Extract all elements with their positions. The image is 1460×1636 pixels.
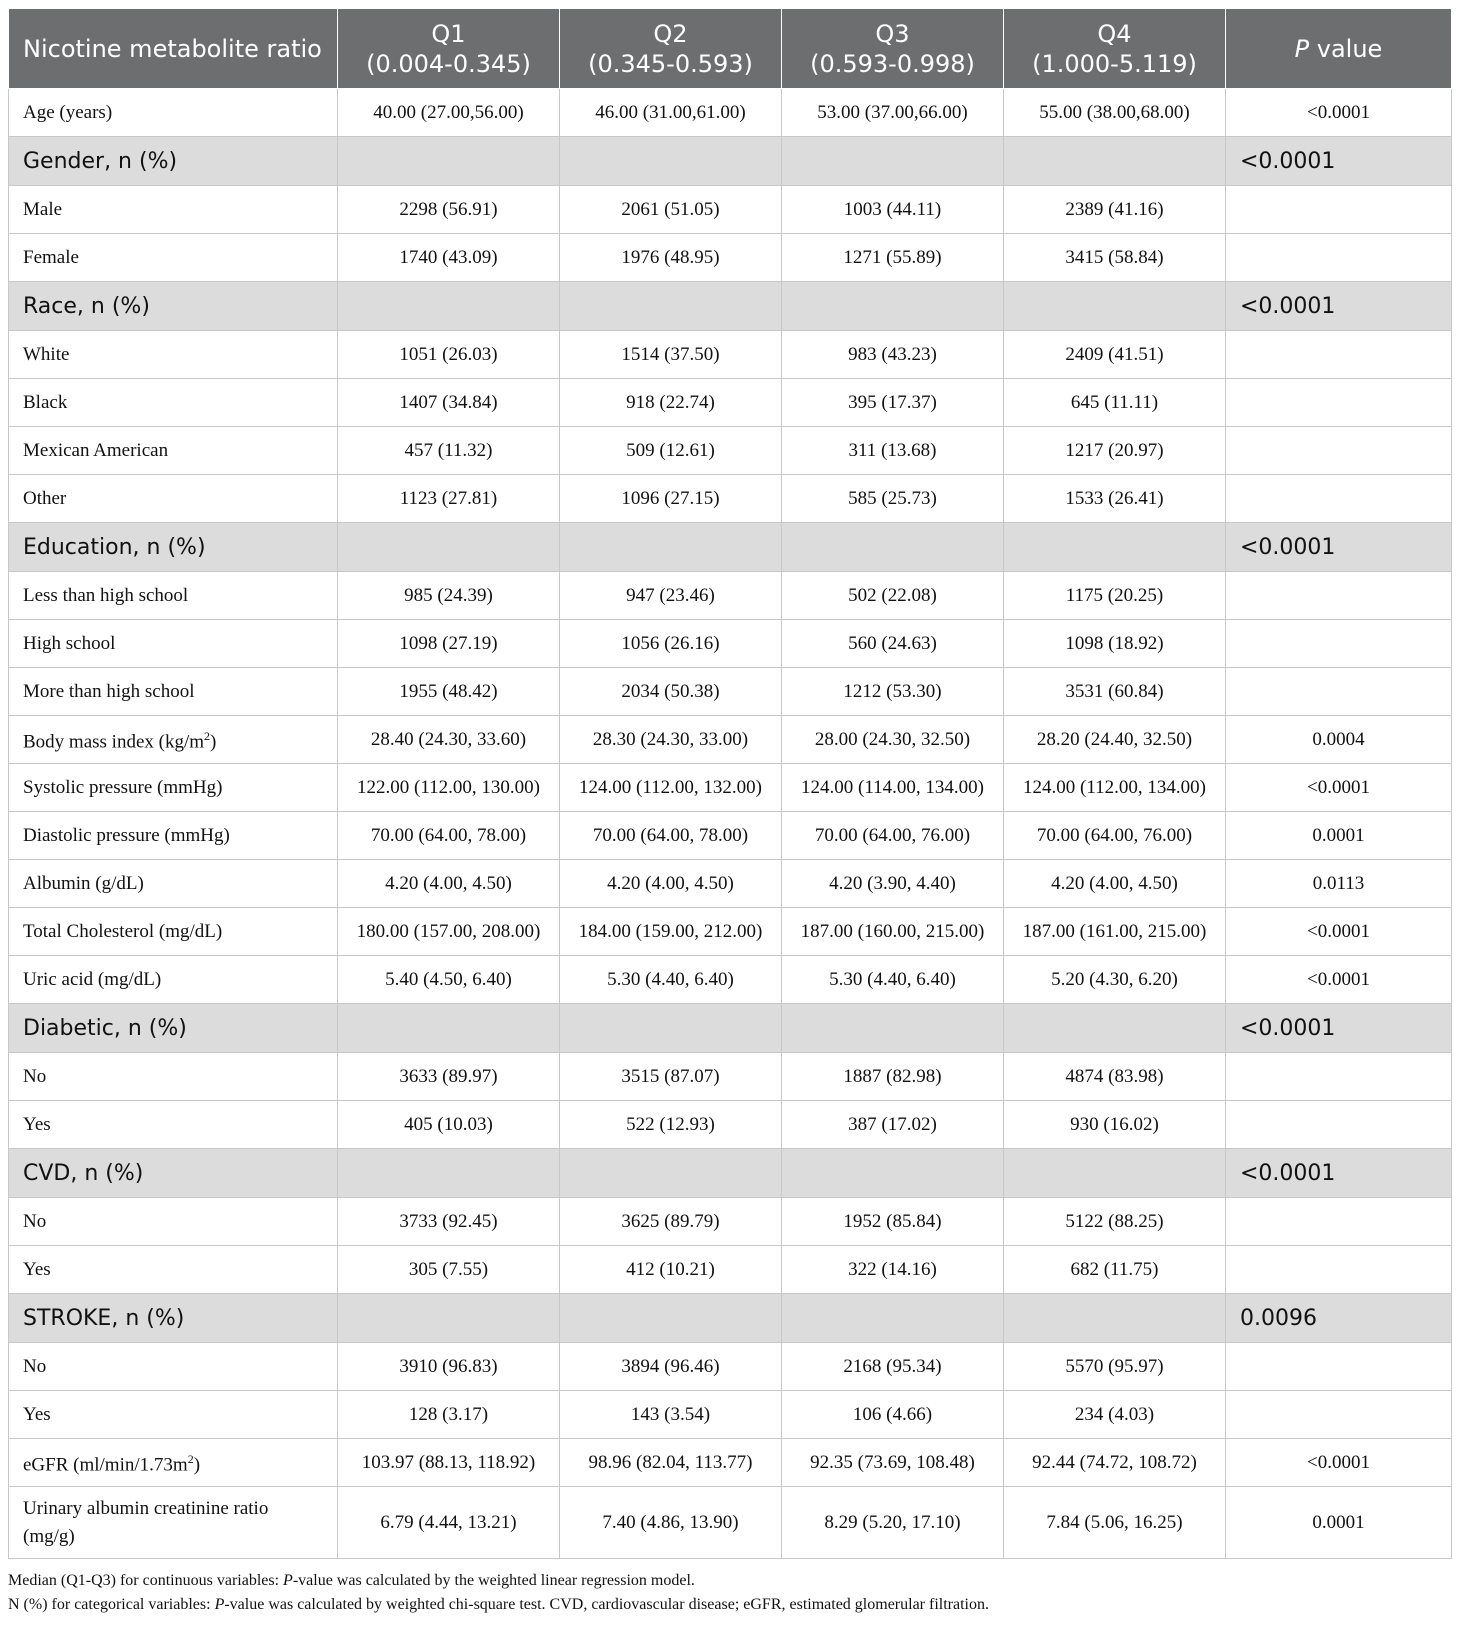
value-cell: 1098 (18.92): [1004, 620, 1226, 668]
group-label: Race, n (%): [9, 282, 338, 331]
value-cell: 305 (7.55): [338, 1246, 560, 1294]
group-p-value: <0.0001: [1226, 137, 1452, 186]
footnote-2: N (%) for categorical variables: P-value was calculated by weighted chi-square test. CVD, cardiovascular disease; eGFR, estimated glomerular filtration.: [8, 1596, 989, 1613]
row-label: Body mass index $(kg/m^2)$: [9, 716, 338, 764]
header-p-value: P value: [1226, 9, 1452, 89]
value-cell: 187.00 (160.00, 215.00): [782, 908, 1004, 956]
value-cell: 5.30 (4.40, 6.40): [560, 956, 782, 1004]
p-value-cell: <0.0001: [1226, 1439, 1452, 1487]
empty-cell: [560, 282, 782, 331]
group-p-value: <0.0001: [1226, 1004, 1452, 1053]
table-row: [9, 186, 1452, 234]
empty-cell: [782, 1294, 1004, 1343]
value-cell: 2034 (50.38): [560, 668, 782, 716]
row-label: Other: [9, 475, 338, 523]
row-label: Albumin (g/dL): [9, 860, 338, 908]
empty-cell: [1004, 1004, 1226, 1053]
row-label: Yes: [9, 1101, 338, 1149]
table-row: [9, 1198, 1452, 1246]
table-row: [9, 475, 1452, 523]
p-value-cell: [1226, 572, 1452, 620]
value-cell: 8.29 (5.20, 17.10): [782, 1487, 1004, 1559]
value-cell: 4.20 (4.00, 4.50): [338, 860, 560, 908]
value-cell: 509 (12.61): [560, 427, 782, 475]
value-cell: 3625 (89.79): [560, 1198, 782, 1246]
table-row: [9, 908, 1452, 956]
value-cell: 1952 (85.84): [782, 1198, 1004, 1246]
value-cell: 4.20 (3.90, 4.40): [782, 860, 1004, 908]
empty-cell: [1004, 1294, 1226, 1343]
table-row: [9, 668, 1452, 716]
value-cell: 502 (22.08): [782, 572, 1004, 620]
table-body: [9, 89, 1452, 1559]
value-cell: 457 (11.32): [338, 427, 560, 475]
value-cell: 5570 (95.97): [1004, 1343, 1226, 1391]
row-label: Diastolic pressure (mmHg): [9, 812, 338, 860]
table-row: [9, 1487, 1452, 1559]
empty-cell: [560, 523, 782, 572]
value-cell: 124.00 (112.00, 132.00): [560, 764, 782, 812]
table-row: [9, 1053, 1452, 1101]
empty-cell: [338, 282, 560, 331]
value-cell: 143 (3.54): [560, 1391, 782, 1439]
value-cell: 412 (10.21): [560, 1246, 782, 1294]
value-cell: 2389 (41.16): [1004, 186, 1226, 234]
value-cell: 28.40 (24.30, 33.60): [338, 716, 560, 764]
row-label: Male: [9, 186, 338, 234]
table-row: [9, 764, 1452, 812]
table-row: [9, 1439, 1452, 1487]
value-cell: 311 (13.68): [782, 427, 1004, 475]
value-cell: 947 (23.46): [560, 572, 782, 620]
value-cell: 3633 (89.97): [338, 1053, 560, 1101]
value-cell: 2298 (56.91): [338, 186, 560, 234]
table-row: [9, 89, 1452, 137]
row-label: No: [9, 1053, 338, 1101]
table-row: [9, 716, 1452, 764]
value-cell: 1096 (27.15): [560, 475, 782, 523]
value-cell: 918 (22.74): [560, 379, 782, 427]
value-cell: 2061 (51.05): [560, 186, 782, 234]
p-value-cell: [1226, 1391, 1452, 1439]
value-cell: 46.00 (31.00,61.00): [560, 89, 782, 137]
p-value-cell: [1226, 1198, 1452, 1246]
value-cell: 1887 (82.98): [782, 1053, 1004, 1101]
value-cell: 2409 (41.51): [1004, 331, 1226, 379]
header-row: [9, 9, 1452, 89]
value-cell: 1740 (43.09): [338, 234, 560, 282]
p-value-cell: <0.0001: [1226, 89, 1452, 137]
value-cell: 7.40 (4.86, 13.90): [560, 1487, 782, 1559]
value-cell: 4.20 (4.00, 4.50): [560, 860, 782, 908]
value-cell: 28.30 (24.30, 33.00): [560, 716, 782, 764]
value-cell: 92.35 (73.69, 108.48): [782, 1439, 1004, 1487]
table-row: [9, 956, 1452, 1004]
value-cell: 395 (17.37): [782, 379, 1004, 427]
group-label: STROKE, n (%): [9, 1294, 338, 1343]
value-cell: 930 (16.02): [1004, 1101, 1226, 1149]
p-value-cell: [1226, 234, 1452, 282]
empty-cell: [560, 1149, 782, 1198]
row-label: Less than high school: [9, 572, 338, 620]
empty-cell: [782, 282, 1004, 331]
table-row: [9, 1101, 1452, 1149]
row-label: Uric acid (mg/dL): [9, 956, 338, 1004]
value-cell: 1175 (20.25): [1004, 572, 1226, 620]
value-cell: 92.44 (74.72, 108.72): [1004, 1439, 1226, 1487]
value-cell: 1212 (53.30): [782, 668, 1004, 716]
row-label: Female: [9, 234, 338, 282]
value-cell: 70.00 (64.00, 78.00): [560, 812, 782, 860]
empty-cell: [338, 523, 560, 572]
value-cell: 405 (10.03): [338, 1101, 560, 1149]
group-header-row: [9, 1294, 1452, 1343]
value-cell: 70.00 (64.00, 76.00): [1004, 812, 1226, 860]
header-q1: Q1 (0.004-0.345): [338, 9, 560, 89]
value-cell: 5.30 (4.40, 6.40): [782, 956, 1004, 1004]
footnotes: [8, 1569, 1451, 1617]
row-label: More than high school: [9, 668, 338, 716]
table-row: [9, 1246, 1452, 1294]
value-cell: 983 (43.23): [782, 331, 1004, 379]
row-label: eGFR $(ml/\min/1.73m^2)$: [9, 1439, 338, 1487]
header-nmr: Nicotine metabolite ratio: [9, 9, 338, 89]
value-cell: 184.00 (159.00, 212.00): [560, 908, 782, 956]
p-value-cell: [1226, 1053, 1452, 1101]
table-row: [9, 427, 1452, 475]
table-row: [9, 379, 1452, 427]
value-cell: 1955 (48.42): [338, 668, 560, 716]
value-cell: 3910 (96.83): [338, 1343, 560, 1391]
header-q3: Q3 (0.593-0.998): [782, 9, 1004, 89]
value-cell: 55.00 (38.00,68.00): [1004, 89, 1226, 137]
value-cell: 40.00 (27.00,56.00): [338, 89, 560, 137]
empty-cell: [782, 1149, 1004, 1198]
table-row: [9, 1343, 1452, 1391]
row-label: Black: [9, 379, 338, 427]
row-label: Yes: [9, 1391, 338, 1439]
header-q4: Q4 (1.000-5.119): [1004, 9, 1226, 89]
value-cell: 1271 (55.89): [782, 234, 1004, 282]
value-cell: 5.20 (4.30, 6.20): [1004, 956, 1226, 1004]
value-cell: 187.00 (161.00, 215.00): [1004, 908, 1226, 956]
value-cell: 122.00 (112.00, 130.00): [338, 764, 560, 812]
value-cell: 98.96 (82.04, 113.77): [560, 1439, 782, 1487]
value-cell: 4874 (83.98): [1004, 1053, 1226, 1101]
p-value-cell: [1226, 186, 1452, 234]
value-cell: 70.00 (64.00, 76.00): [782, 812, 1004, 860]
value-cell: 1056 (26.16): [560, 620, 782, 668]
row-label: Yes: [9, 1246, 338, 1294]
p-value-cell: [1226, 331, 1452, 379]
group-p-value: <0.0001: [1226, 1149, 1452, 1198]
p-value-cell: [1226, 379, 1452, 427]
value-cell: 985 (24.39): [338, 572, 560, 620]
p-value-cell: 0.0004: [1226, 716, 1452, 764]
value-cell: 7.84 (5.06, 16.25): [1004, 1487, 1226, 1559]
p-value-cell: <0.0001: [1226, 764, 1452, 812]
value-cell: 5.40 (4.50, 6.40): [338, 956, 560, 1004]
value-cell: 1051 (26.03): [338, 331, 560, 379]
value-cell: 28.20 (24.40, 32.50): [1004, 716, 1226, 764]
empty-cell: [1004, 1149, 1226, 1198]
empty-cell: [338, 1294, 560, 1343]
table-row: [9, 620, 1452, 668]
group-header-row: [9, 137, 1452, 186]
value-cell: 70.00 (64.00, 78.00): [338, 812, 560, 860]
p-value-cell: [1226, 427, 1452, 475]
group-header-row: [9, 523, 1452, 572]
value-cell: 28.00 (24.30, 32.50): [782, 716, 1004, 764]
value-cell: 560 (24.63): [782, 620, 1004, 668]
empty-cell: [560, 1294, 782, 1343]
table-row: [9, 860, 1452, 908]
table-row: [9, 331, 1452, 379]
empty-cell: [782, 523, 1004, 572]
group-label: Diabetic, n (%): [9, 1004, 338, 1053]
value-cell: 124.00 (112.00, 134.00): [1004, 764, 1226, 812]
empty-cell: [560, 137, 782, 186]
group-header-row: [9, 282, 1452, 331]
empty-cell: [1004, 282, 1226, 331]
value-cell: 585 (25.73): [782, 475, 1004, 523]
value-cell: 4.20 (4.00, 4.50): [1004, 860, 1226, 908]
value-cell: 106 (4.66): [782, 1391, 1004, 1439]
p-value-cell: 0.0001: [1226, 812, 1452, 860]
p-value-cell: [1226, 1246, 1452, 1294]
empty-cell: [782, 1004, 1004, 1053]
row-label: Total Cholesterol (mg/dL): [9, 908, 338, 956]
value-cell: 3733 (92.45): [338, 1198, 560, 1246]
value-cell: 3531 (60.84): [1004, 668, 1226, 716]
empty-cell: [338, 1149, 560, 1198]
value-cell: 1976 (48.95): [560, 234, 782, 282]
p-value-cell: [1226, 1343, 1452, 1391]
value-cell: 124.00 (114.00, 134.00): [782, 764, 1004, 812]
p-value-cell: <0.0001: [1226, 908, 1452, 956]
row-label: Age (years): [9, 89, 338, 137]
row-label: Mexican American: [9, 427, 338, 475]
value-cell: 6.79 (4.44, 13.21): [338, 1487, 560, 1559]
row-label: No: [9, 1343, 338, 1391]
p-value-cell: [1226, 620, 1452, 668]
group-label: Gender, n (%): [9, 137, 338, 186]
row-label: White: [9, 331, 338, 379]
empty-cell: [782, 137, 1004, 186]
group-p-value: <0.0001: [1226, 523, 1452, 572]
empty-cell: [1004, 523, 1226, 572]
value-cell: 682 (11.75): [1004, 1246, 1226, 1294]
value-cell: 3894 (96.46): [560, 1343, 782, 1391]
value-cell: 1098 (27.19): [338, 620, 560, 668]
p-value-cell: <0.0001: [1226, 956, 1452, 1004]
value-cell: 3415 (58.84): [1004, 234, 1226, 282]
value-cell: 53.00 (37.00,66.00): [782, 89, 1004, 137]
value-cell: 387 (17.02): [782, 1101, 1004, 1149]
value-cell: 645 (11.11): [1004, 379, 1226, 427]
empty-cell: [1004, 137, 1226, 186]
p-value-cell: 0.0001: [1226, 1487, 1452, 1559]
value-cell: 322 (14.16): [782, 1246, 1004, 1294]
group-label: CVD, n (%): [9, 1149, 338, 1198]
row-label: Systolic pressure (mmHg): [9, 764, 338, 812]
group-header-row: [9, 1149, 1452, 1198]
value-cell: 2168 (95.34): [782, 1343, 1004, 1391]
row-label: Urinary albumin creatinine ratio (mg/g): [9, 1487, 338, 1559]
baseline-characteristics-table: [8, 8, 1452, 1559]
value-cell: 1123 (27.81): [338, 475, 560, 523]
footnote-1: Median (Q1-Q3) for continuous variables: P-value was calculated by the weighted linear regression model.: [8, 1572, 695, 1589]
table-row: [9, 1391, 1452, 1439]
group-p-value: <0.0001: [1226, 282, 1452, 331]
empty-cell: [560, 1004, 782, 1053]
p-value-cell: [1226, 1101, 1452, 1149]
value-cell: 128 (3.17): [338, 1391, 560, 1439]
empty-cell: [338, 137, 560, 186]
value-cell: 1407 (34.84): [338, 379, 560, 427]
table-container: [8, 8, 1451, 1617]
value-cell: 3515 (87.07): [560, 1053, 782, 1101]
p-value-cell: 0.0113: [1226, 860, 1452, 908]
row-label: No: [9, 1198, 338, 1246]
header-q2: Q2 (0.345-0.593): [560, 9, 782, 89]
group-p-value: 0.0096: [1226, 1294, 1452, 1343]
row-label: High school: [9, 620, 338, 668]
empty-cell: [338, 1004, 560, 1053]
value-cell: 5122 (88.25): [1004, 1198, 1226, 1246]
value-cell: 1533 (26.41): [1004, 475, 1226, 523]
p-value-cell: [1226, 475, 1452, 523]
value-cell: 1217 (20.97): [1004, 427, 1226, 475]
value-cell: 103.97 (88.13, 118.92): [338, 1439, 560, 1487]
value-cell: 234 (4.03): [1004, 1391, 1226, 1439]
value-cell: 180.00 (157.00, 208.00): [338, 908, 560, 956]
p-value-cell: [1226, 668, 1452, 716]
table-row: [9, 572, 1452, 620]
value-cell: 1003 (44.11): [782, 186, 1004, 234]
group-header-row: [9, 1004, 1452, 1053]
group-label: Education, n (%): [9, 523, 338, 572]
value-cell: 522 (12.93): [560, 1101, 782, 1149]
table-row: [9, 812, 1452, 860]
table-row: [9, 234, 1452, 282]
value-cell: 1514 (37.50): [560, 331, 782, 379]
